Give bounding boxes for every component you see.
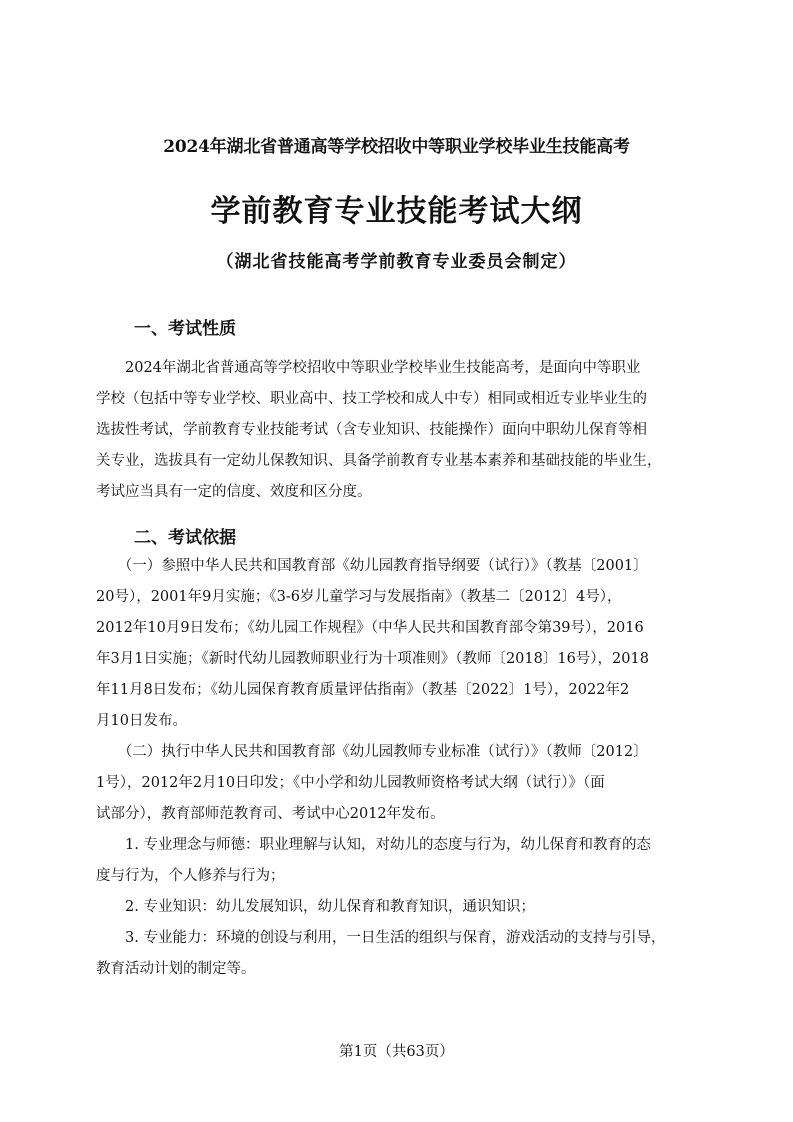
paragraph-line: 月10日发布。	[96, 713, 187, 729]
paragraph-line: 20号），2001年9月实施；《3-6岁儿童学习与发展指南》（教基二〔2012〕4号），	[96, 589, 622, 605]
list-item: 度与行为，个人修养与行为；	[96, 868, 285, 884]
paragraph-line: 关专业，选拔具有一定幼儿保教知识、具备学前教育专业基本素养和基础技能的毕业生，	[96, 453, 662, 469]
paragraph-line: 2024年湖北省普通高等学校招收中等职业学校毕业生技能高考，是面向中等职业	[96, 360, 641, 376]
paragraph-line: 学校（包括中等专业学校、职业高中、技工学校和成人中专）相同或相近专业毕业生的	[96, 391, 647, 407]
paragraph-line: （一）参照中华人民共和国教育部《幼儿园教育指导纲要（试行）》（教基〔2001〕	[96, 558, 648, 574]
list-item: 教育活动计划的制定等。	[96, 961, 256, 977]
paragraph-line: 年3月1日实施；《新时代幼儿园教师职业行为十项准则》（教师〔2018〕16号），2018	[96, 651, 649, 667]
page-subtitle: （湖北省技能高考学前教育专业委员会制定）	[216, 252, 577, 272]
paragraph-line: 2012年10月9日发布；《幼儿园工作规程》（中华人民共和国教育部令第39号），2016	[96, 620, 644, 636]
section-heading-exam-basis: 二、考试依据	[134, 528, 236, 548]
document-header: 2024年湖北省普通高等学校招收中等职业学校毕业生技能高考	[163, 137, 630, 157]
section-heading-exam-nature: 一、考试性质	[134, 319, 236, 339]
paragraph-line: 选拔性考试，学前教育专业技能考试（含专业知识、技能操作）面向中职幼儿保育等相	[96, 422, 647, 438]
page-title: 学前教育专业技能考试大纲	[210, 194, 583, 229]
paragraph-line: 年11月8日发布；《幼儿园保育教育质量评估指南》（教基〔2022〕1号），2022年2	[96, 682, 630, 698]
list-item: 3. 专业能力：环境的创设与利用，一日生活的组织与保育，游戏活动的支持与引导，	[96, 930, 666, 946]
paragraph-line: 考试应当具有一定的信度、效度和区分度。	[96, 484, 372, 500]
paragraph-line: 试部分），教育部师范教育司、考试中心2012年发布。	[96, 806, 445, 822]
list-item: 1. 专业理念与师德：职业理解与认知，对幼儿的态度与行为，幼儿保育和教育的态	[96, 837, 651, 853]
paragraph-line: 1号），2012年2月10日印发；《中小学和幼儿园教师资格考试大纲（试行）》（面	[96, 775, 605, 791]
paragraph-line: （二）执行中华人民共和国教育部《幼儿园教师专业标准（试行）》（教师〔2012〕	[96, 744, 648, 760]
page-number-footer: 第1页（共63页）	[339, 1044, 454, 1060]
list-item: 2. 专业知识：幼儿发展知识，幼儿保育和教育知识，通识知识；	[96, 899, 535, 915]
